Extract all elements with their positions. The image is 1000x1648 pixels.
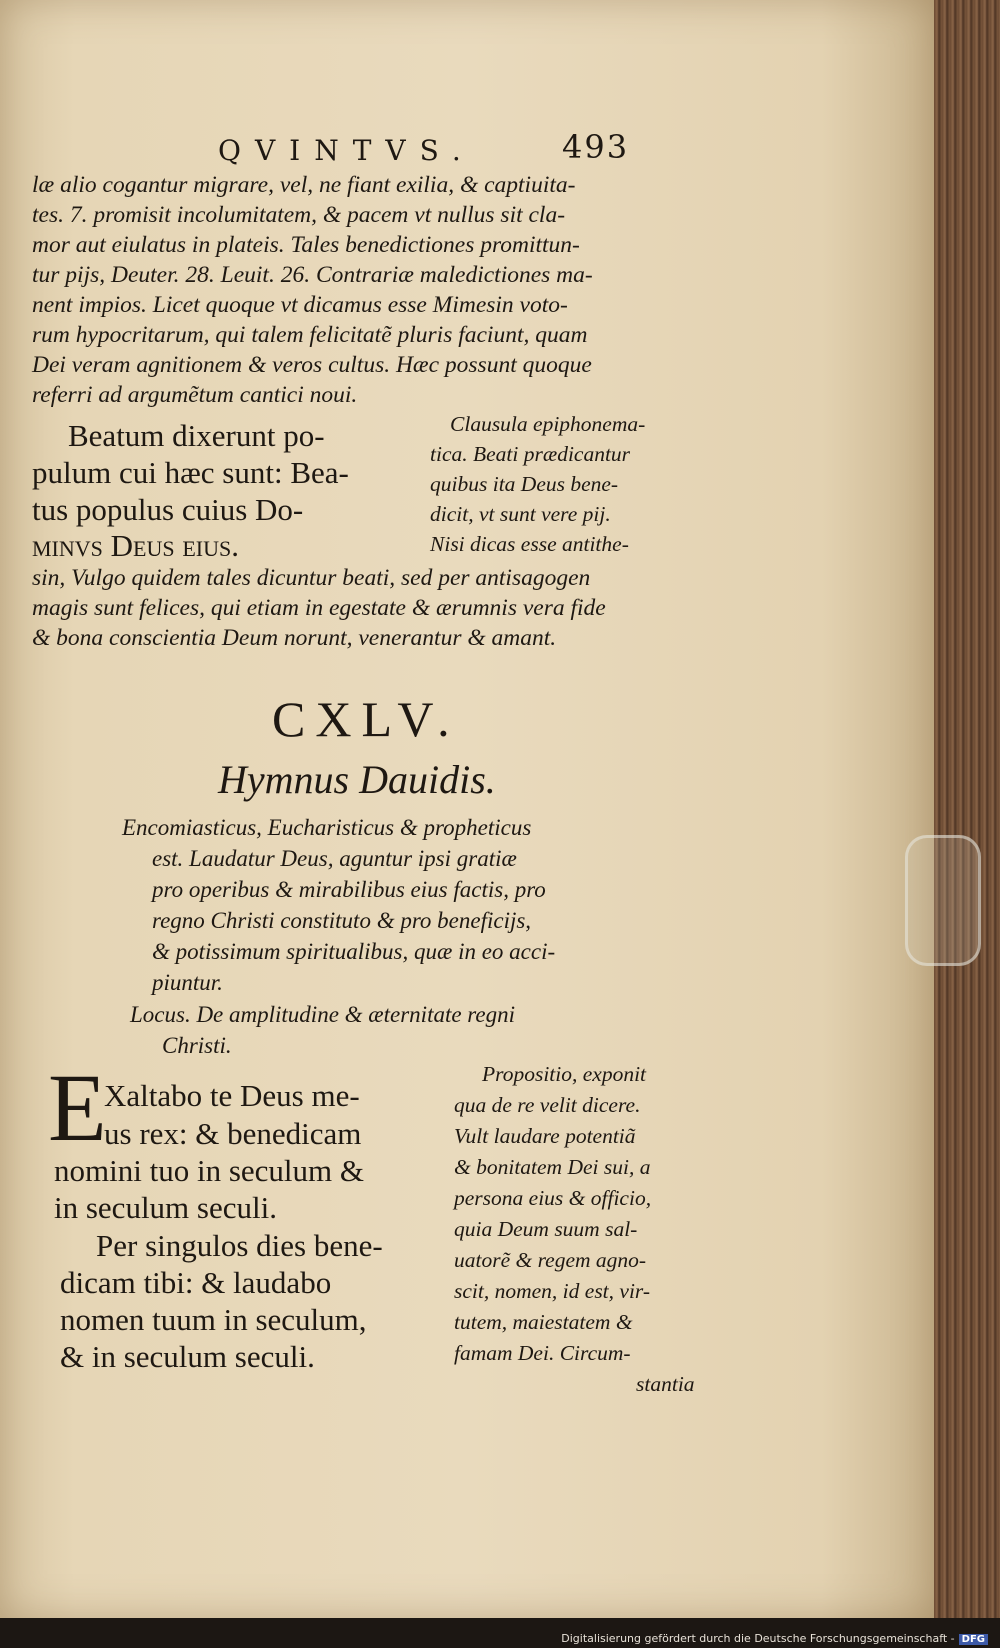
verse-line: in seculum seculi.: [54, 1190, 277, 1225]
top-para-line: tur pijs, Deuter. 28. Leuit. 26. Contrariæ maledictiones ma-: [32, 262, 593, 288]
top-para-line: referri ad argumẽtum cantici noui.: [32, 382, 358, 408]
verse-line: Beatum dixerunt po-: [68, 418, 325, 453]
verse-line: dicam tibi: & laudabo: [60, 1265, 332, 1300]
verse-line: & in seculum seculi.: [60, 1339, 315, 1374]
top-para-line: nent impios. Licet quoque vt dicamus esse Mimesin voto-: [32, 292, 568, 318]
dfg-logo: DFG: [959, 1634, 988, 1645]
top-para-line: læ alio cogantur migrare, vel, ne fiant exilia, & captiuita-: [32, 172, 576, 198]
verse-line: Per singulos dies bene-: [96, 1228, 383, 1263]
verse-line: Xaltabo te Deus me-: [104, 1078, 360, 1113]
marginal-note-line: dicit, vt sunt vere pij.: [430, 502, 611, 526]
marginal-note-line: qua de re velit dicere.: [454, 1093, 641, 1117]
credit-text: Digitalisierung gefördert durch die Deutsche Forschungsgemeinschaft -: [561, 1632, 955, 1645]
marginal-note-line: tica. Beati prædicantur: [430, 442, 631, 466]
page-number: 493: [562, 128, 630, 166]
psalm-title: Hymnus Dauidis.: [218, 757, 496, 802]
marginal-note-line: famam Dei. Circum-: [454, 1341, 631, 1365]
running-title: QVINTVS.: [218, 134, 475, 167]
marginal-note-line: & bonitatem Dei sui, a: [454, 1155, 651, 1179]
marginal-note-line: Vult laudare potentiã: [454, 1124, 636, 1148]
marginal-note-line: Clausula epiphonema-: [450, 412, 646, 436]
top-para-line: mor aut eiulatus in plateis. Tales benedictiones promittun-: [32, 232, 580, 258]
summary-line: est. Laudatur Deus, aguntur ipsi gratiæ: [152, 846, 517, 871]
marginal-note-line: Nisi dicas esse antithe-: [430, 532, 629, 556]
page-edges: [934, 0, 1000, 1618]
locus-line: Christi.: [162, 1033, 232, 1058]
marginal-note-line: uatorẽ & regem agno-: [454, 1248, 647, 1272]
summary-line: regno Christi constituto & pro beneficijs,: [152, 908, 532, 933]
marginal-note-line: tutem, maiestatem &: [454, 1310, 633, 1334]
top-para-line: rum hypocritarum, qui talem felicitatẽ pluris faciunt, quam: [32, 322, 588, 348]
top-para-line: tes. 7. promisit incolumitatem, & pacem vt nullus sit cla-: [32, 202, 566, 228]
verse-line: nomen tuum in seculum,: [60, 1302, 367, 1337]
verse-line: minvs Deus eius.: [32, 528, 239, 563]
marginal-note-line: quia Deum suum sal-: [454, 1217, 638, 1241]
summary-line: & potissimum spiritualibus, quæ in eo acci-: [152, 939, 556, 964]
verse-line: nomini tuo in seculum &: [54, 1153, 364, 1188]
summary-line: Encomiasticus, Eucharisticus & propheticus: [122, 815, 532, 840]
continuation-line: sin, Vulgo quidem tales dicuntur beati, sed per antisagogen: [32, 565, 591, 591]
digitization-credit: [561, 1632, 988, 1645]
marginal-note-line: Propositio, exponit: [482, 1062, 647, 1086]
marginal-note-line: scit, nomen, id est, vir-: [454, 1279, 651, 1303]
page-clip: [905, 835, 981, 966]
summary-line: pro operibus & mirabilibus eius factis, pro: [152, 877, 546, 902]
drop-cap: E: [48, 1054, 107, 1161]
verse-line: us rex: & benedicam: [104, 1116, 362, 1151]
top-para-line: Dei veram agnitionem & veros cultus. Hæc possunt quoque: [32, 352, 592, 378]
verse-line: tus populus cuius Do-: [32, 492, 304, 527]
verse-line: pulum cui hæc sunt: Bea-: [32, 455, 349, 490]
marginal-note-line: quibus ita Deus bene-: [430, 472, 619, 496]
locus-line: Locus. De amplitudine & æternitate regni: [130, 1002, 516, 1027]
continuation-line: & bona conscientia Deum norunt, venerantur & amant.: [32, 625, 557, 651]
marginal-note-line: persona eius & officio,: [454, 1186, 652, 1210]
marginal-note-line: stantia: [636, 1372, 695, 1396]
psalm-number: CXLV.: [272, 691, 460, 747]
continuation-line: magis sunt felices, qui etiam in egestate & ærumnis vera fide: [32, 595, 606, 621]
summary-line: piuntur.: [152, 970, 223, 995]
